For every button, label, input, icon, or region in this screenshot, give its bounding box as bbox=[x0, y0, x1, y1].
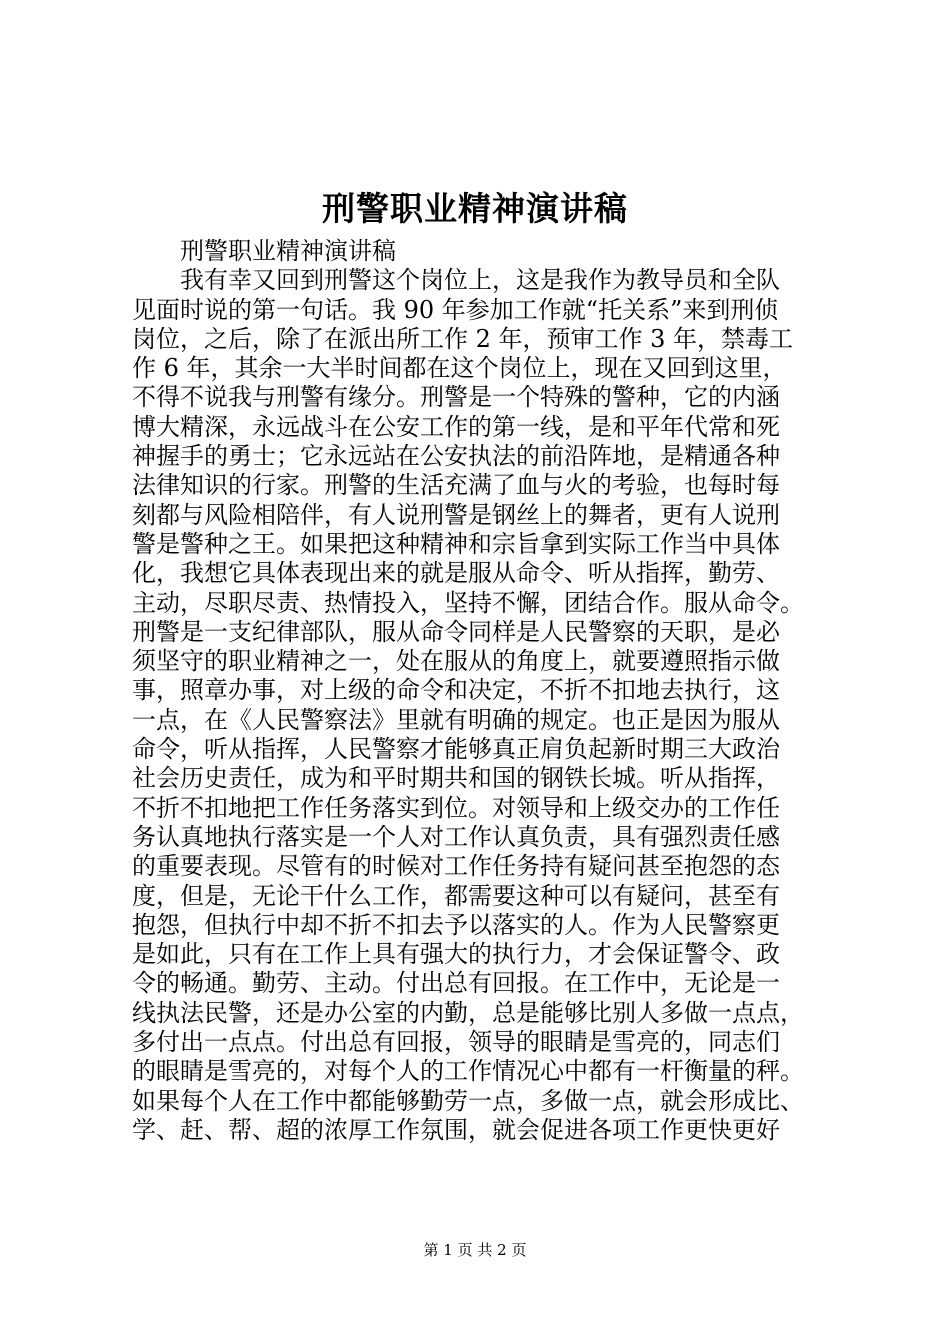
body-line: 博大精深，永远战斗在公安工作的第一线，是和平年代常和死 bbox=[132, 412, 780, 441]
body-line: 不得不说我与刑警有缘分。刑警是一个特殊的警种，它的内涵 bbox=[132, 383, 780, 412]
body-line: 多付出一点点。付出总有回报，领导的眼睛是雪亮的，同志们 bbox=[132, 1028, 780, 1057]
body-line: 事，照章办事，对上级的命令和决定，不折不扣地去执行，这 bbox=[132, 676, 780, 705]
body-line: 岗位，之后，除了在派出所工作 2 年，预审工作 3 年，禁毒工 bbox=[132, 324, 794, 353]
body-line: 法律知识的行家。刑警的生活充满了血与火的考验，也每时每 bbox=[132, 471, 780, 500]
body-line: 不折不扣地把工作任务落实到位。对领导和上级交办的工作任 bbox=[132, 793, 780, 822]
body-line: 见面时说的第一句话。我 90 年参加工作就“托关系”来到刑侦 bbox=[132, 295, 779, 324]
body-line: 神握手的勇士；它永远站在公安执法的前沿阵地，是精通各种 bbox=[132, 442, 780, 471]
body-line: 刻都与风险相陪伴，有人说刑警是钢丝上的舞者，更有人说刑 bbox=[132, 500, 780, 529]
body-line: 线执法民警，还是办公室的内勤，总是能够比别人多做一点点， bbox=[132, 998, 804, 1027]
body-line: 的眼睛是雪亮的，对每个人的工作情况心中都有一杆衡量的秤。 bbox=[132, 1057, 804, 1086]
body-line: 刑警是一支纪律部队，服从命令同样是人民警察的天职，是必 bbox=[132, 617, 780, 646]
body-line: 主动，尽职尽责、热情投入，坚持不懈，团结合作。服从命令。 bbox=[132, 588, 804, 617]
body-line: 抱怨，但执行中却不折不扣去予以落实的人。作为人民警察更 bbox=[132, 910, 780, 939]
body-line: 度，但是，无论干什么工作，都需要这种可以有疑问，甚至有 bbox=[132, 881, 780, 910]
body-line: 我有幸又回到刑警这个岗位上，这是我作为教导员和全队 bbox=[180, 266, 780, 295]
document-body bbox=[132, 237, 852, 1145]
body-line: 警是警种之王。如果把这种精神和宗旨拿到实际工作当中具体 bbox=[132, 529, 780, 558]
body-line: 务认真地执行落实是一个人对工作认真负责，具有强烈责任感 bbox=[132, 822, 780, 851]
body-line: 作 6 年，其余一大半时间都在这个岗位上，现在又回到这里， bbox=[132, 354, 787, 383]
body-line: 社会历史责任，成为和平时期共和国的钢铁长城。听从指挥， bbox=[132, 764, 780, 793]
body-line: 是如此，只有在工作上具有强大的执行力，才会保证警令、政 bbox=[132, 940, 780, 969]
body-line: 令的畅通。勤劳、主动。付出总有回报。在工作中，无论是一 bbox=[132, 969, 780, 998]
body-line: 一点，在《人民警察法》里就有明确的规定。也正是因为服从 bbox=[132, 705, 780, 734]
body-line: 学、赶、帮、超的浓厚工作氛围，就会促进各项工作更快更好 bbox=[132, 1115, 780, 1144]
body-line: 如果每个人在工作中都能够勤劳一点，多做一点，就会形成比、 bbox=[132, 1086, 804, 1115]
body-line: 化，我想它具体表现出来的就是服从命令、听从指挥，勤劳、 bbox=[132, 559, 780, 588]
body-line: 命令，听从指挥，人民警察才能够真正肩负起新时期三大政治 bbox=[132, 735, 780, 764]
document-title: 刑警职业精神演讲稿 bbox=[322, 189, 628, 228]
page-footer: 第 1 页 共 2 页 bbox=[423, 1241, 527, 1259]
body-line: 须坚守的职业精神之一，处在服从的角度上，就要遵照指示做 bbox=[132, 647, 780, 676]
body-line: 刑警职业精神演讲稿 bbox=[180, 237, 396, 265]
body-line: 的重要表现。尽管有的时候对工作任务持有疑问甚至抱怨的态 bbox=[132, 852, 780, 881]
